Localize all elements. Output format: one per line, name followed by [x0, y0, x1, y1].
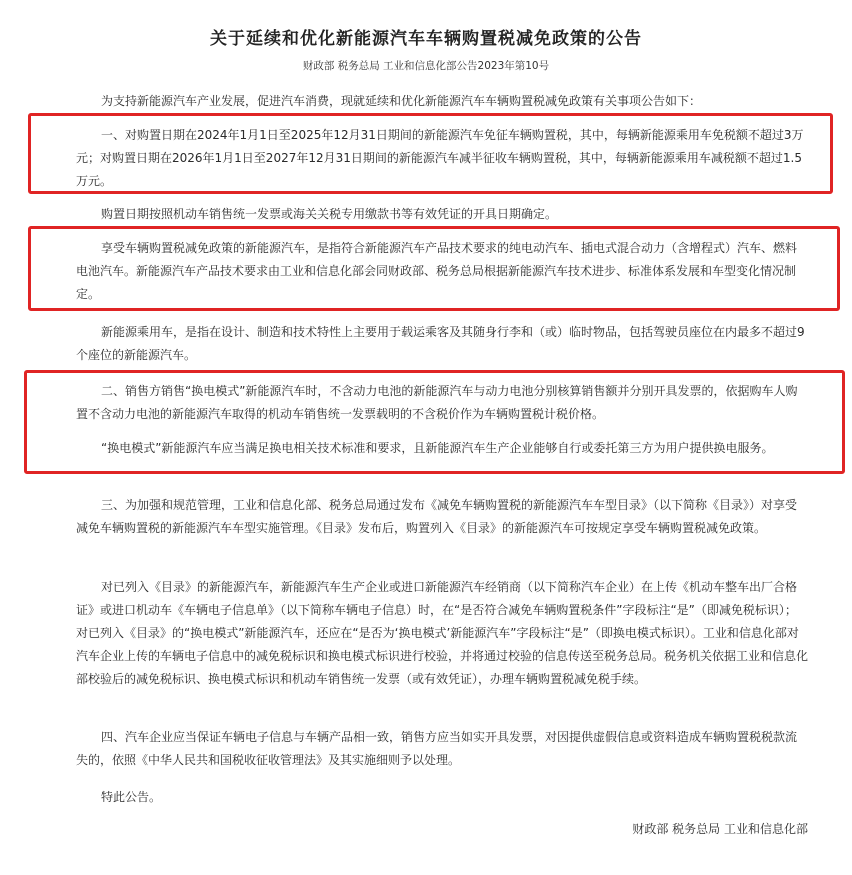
document-title: 关于延续和优化新能源汽车车辆购置税减免政策的公告	[210, 29, 642, 49]
document-subtitle: 财政部 税务总局 工业和信息化部公告2023年第10号	[302, 60, 550, 72]
document-signature: 财政部 税务总局 工业和信息化部	[632, 822, 808, 836]
paragraph-catalog-details: 对已列入《目录》的新能源汽车，新能源汽车生产企业或进口新能源汽车经销商（以下简称汽车企业）在上传《机动车整车出厂合格证》或进口机动车《车辆电子信息单》（以下简称车辆电子信息）时，在“是否符合减免车辆购置税条件”字段标注“是”（即减免税标识）；对已列入《目录》的“换电模式”新能源汽车，还应在“是否为‘换电模式’新能源汽车”字段标注“是”（即换电模式标识）。工业和信息化部对汽车企业上传的车辆电子信息中的减免税标识和换电模式标识进行校验，并将通过校验的信息传送至税务总局。税务机关依据工业和信息化部校验后的减免税标识、换电模式标识和机动车销售统一发票（或有效凭证），办理车辆购置税减免税手续。	[76, 580, 809, 686]
paragraph-section-3: 三、为加强和规范管理，工业和信息化部、税务总局通过发布《减免车辆购置税的新能源汽车车型目录》（以下简称《目录》）对享受减免车辆购置税的新能源汽车车型实施管理。《目录》发布后，购置列入《目录》的新能源汽车可按规定享受车辆购置税减免政策。	[76, 498, 798, 535]
paragraph-section-1: 一、对购置日期在2024年1月1日至2025年12月31日期间的新能源汽车免征车辆购置税，其中，每辆新能源乘用车免税额不超过3万元；对购置日期在2026年1月1日至2027年12月31日期间的新能源汽车减半征收车辆购置税，其中，每辆新能源乘用车减税额不超过1.5万元。	[76, 128, 804, 188]
paragraph-nev-definition: 享受车辆购置税减免政策的新能源汽车，是指符合新能源汽车产品技术要求的纯电动汽车、插电式混合动力（含增程式）汽车、燃料电池汽车。新能源汽车产品技术要求由工业和信息化部会同财政部、税务总局根据新能源汽车技术进步、标准体系发展和车型变化情况制定。	[76, 241, 798, 301]
paragraph-intro: 为支持新能源汽车产业发展，促进汽车消费，现就延续和优化新能源汽车车辆购置税减免政策有关事项公告如下：	[101, 94, 702, 108]
paragraph-battery-swap: “换电模式”新能源汽车应当满足换电相关技术标准和要求，且新能源汽车生产企业能够自行或委托第三方为用户提供换电服务。	[101, 441, 774, 455]
paragraph-purchase-date: 购置日期按照机动车销售统一发票或海关关税专用缴款书等有效凭证的开具日期确定。	[101, 207, 558, 221]
paragraph-closing: 特此公告。	[101, 790, 162, 804]
paragraph-passenger-vehicle: 新能源乘用车，是指在设计、制造和技术特性上主要用于载运乘客及其随身行李和（或）临时物品，包括驾驶员座位在内最多不超过9个座位的新能源汽车。	[76, 325, 805, 362]
paragraph-section-4: 四、汽车企业应当保证车辆电子信息与车辆产品相一致，销售方应当如实开具发票，对因提供虚假信息或资料造成车辆购置税税款流失的，依照《中华人民共和国税收征收管理法》及其实施细则予以处理。	[76, 730, 798, 767]
paragraph-section-2: 二、销售方销售“换电模式”新能源汽车时，不含动力电池的新能源汽车与动力电池分别核算销售额并分别开具发票的，依据购车人购置不含动力电池的新能源汽车取得的机动车销售统一发票载明的不含税价作为车辆购置税计税价格。	[76, 384, 798, 421]
